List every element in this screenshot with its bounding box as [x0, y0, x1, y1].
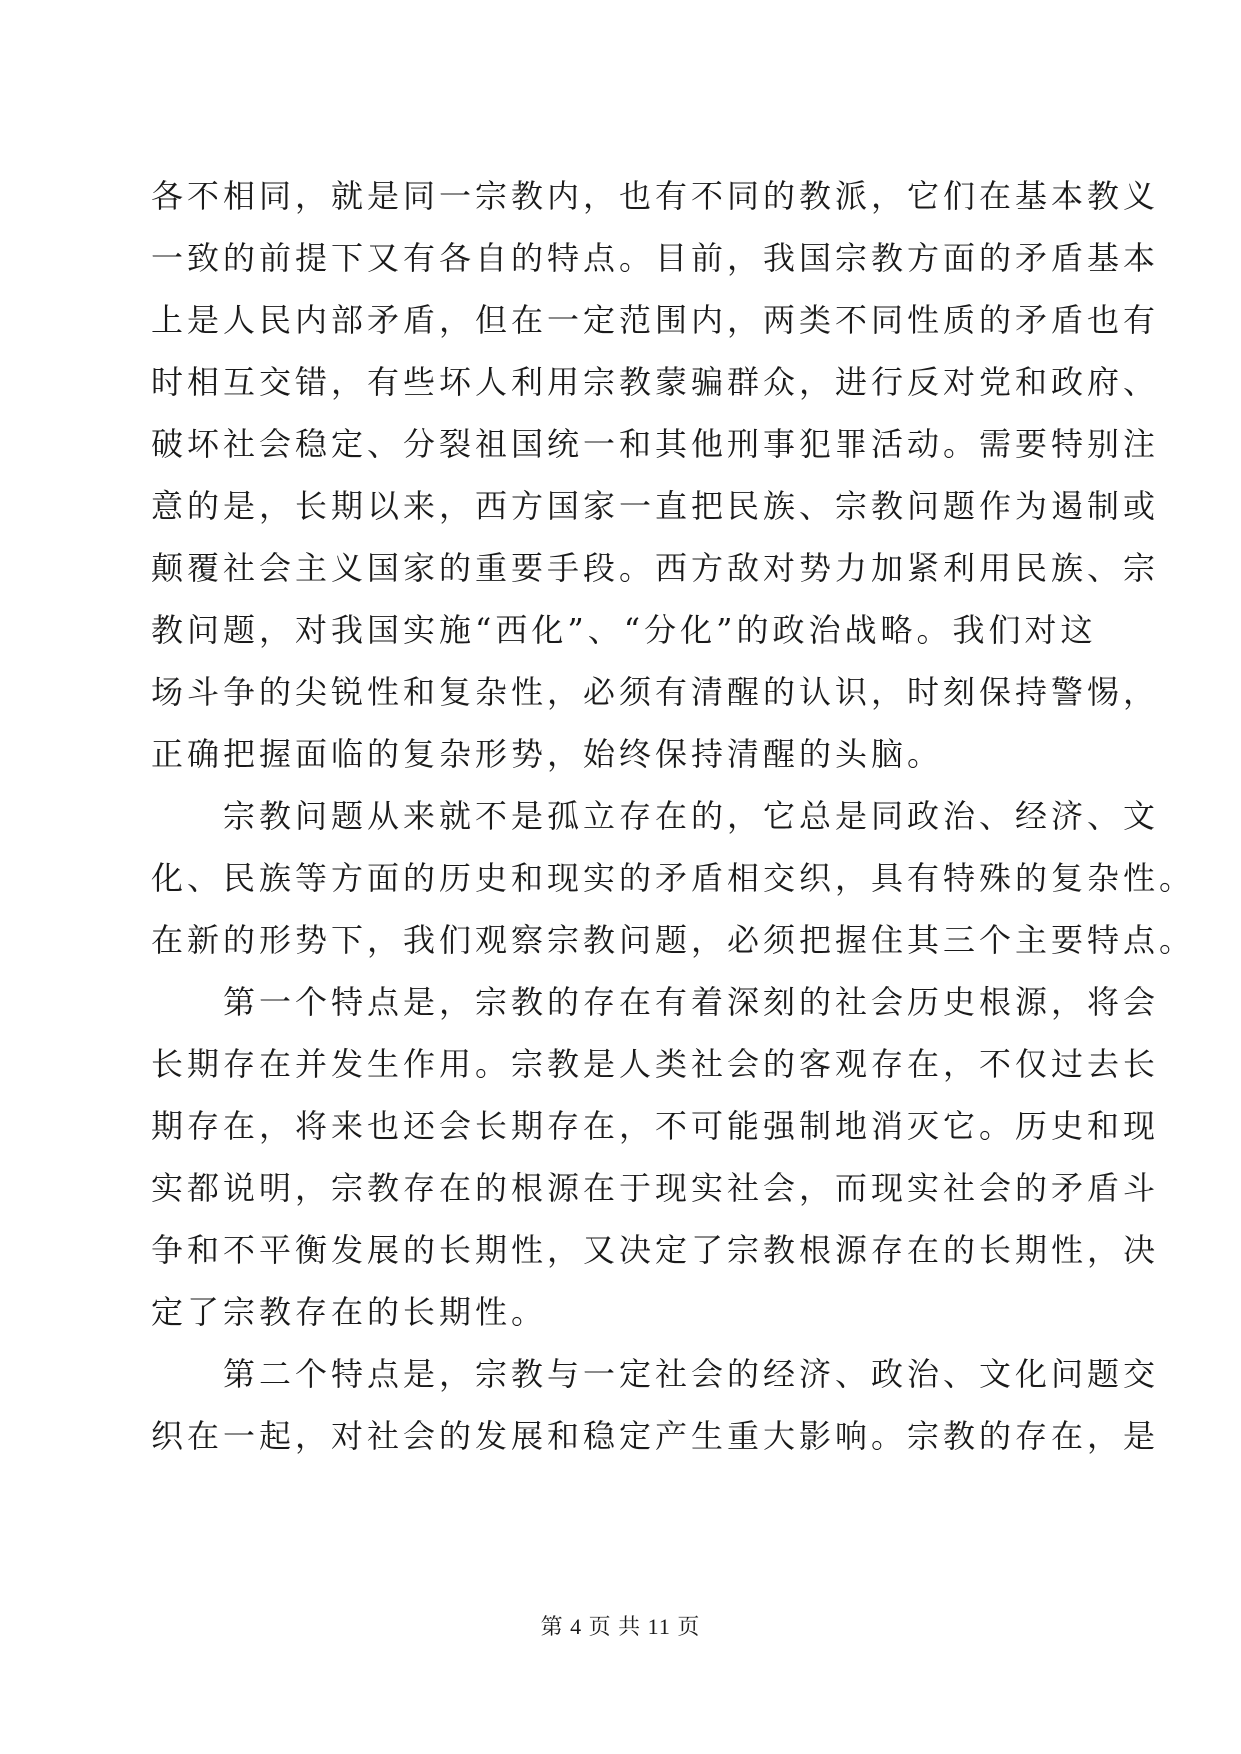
text-line: 第二个特点是，宗教与一定社会的经济、政治、文化问题交 — [151, 1355, 1160, 1393]
text-line: 实都说明，宗教存在的根源在于现实社会，而现实社会的矛盾斗 — [151, 1169, 1160, 1207]
text-line: 长期存在并发生作用。宗教是人类社会的客观存在，不仅过去长 — [151, 1045, 1160, 1083]
text-line: 场斗争的尖锐性和复杂性，必须有清醒的认识，时刻保持警惕， — [151, 673, 1160, 711]
text-line: 意的是，长期以来，西方国家一直把民族、宗教问题作为遏制或 — [151, 487, 1160, 525]
text-line: 正确把握面临的复杂形势，始终保持清醒的头脑。 — [151, 735, 944, 773]
text-line: 时相互交错，有些坏人利用宗教蒙骗群众，进行反对党和政府、 — [151, 363, 1160, 401]
page-footer: 第 4 页 共 11 页 — [540, 1614, 701, 1639]
text-line: 上是人民内部矛盾，但在一定范围内，两类不同性质的矛盾也有 — [151, 301, 1160, 339]
text-line: 在新的形势下，我们观察宗教问题，必须把握住其三个主要特点。 — [151, 921, 1196, 959]
text-line: 争和不平衡发展的长期性，又决定了宗教根源存在的长期性，决 — [151, 1231, 1160, 1269]
text-line: 化、民族等方面的历史和现实的矛盾相交织，具有特殊的复杂性。 — [151, 859, 1196, 897]
text-line: 定了宗教存在的长期性。 — [151, 1293, 548, 1331]
text-line: 教问题，对我国实施“西化”、“分化”的政治战略。我们对这 — [151, 611, 1097, 649]
text-line: 宗教问题从来就不是孤立存在的，它总是同政治、经济、文 — [151, 797, 1160, 835]
text-line: 颠覆社会主义国家的重要手段。西方敌对势力加紧利用民族、宗 — [151, 549, 1160, 587]
text-line: 期存在，将来也还会长期存在，不可能强制地消灭它。历史和现 — [151, 1107, 1160, 1145]
text-line: 破坏社会稳定、分裂祖国统一和其他刑事犯罪活动。需要特别注 — [151, 425, 1160, 463]
text-line: 一致的前提下又有各自的特点。目前，我国宗教方面的矛盾基本 — [151, 239, 1160, 277]
text-line: 织在一起，对社会的发展和稳定产生重大影响。宗教的存在，是 — [151, 1417, 1160, 1455]
text-line: 第一个特点是，宗教的存在有着深刻的社会历史根源，将会 — [151, 983, 1160, 1021]
text-line: 各不相同，就是同一宗教内，也有不同的教派，它们在基本教义 — [151, 177, 1160, 215]
body-text — [151, 165, 1196, 1467]
